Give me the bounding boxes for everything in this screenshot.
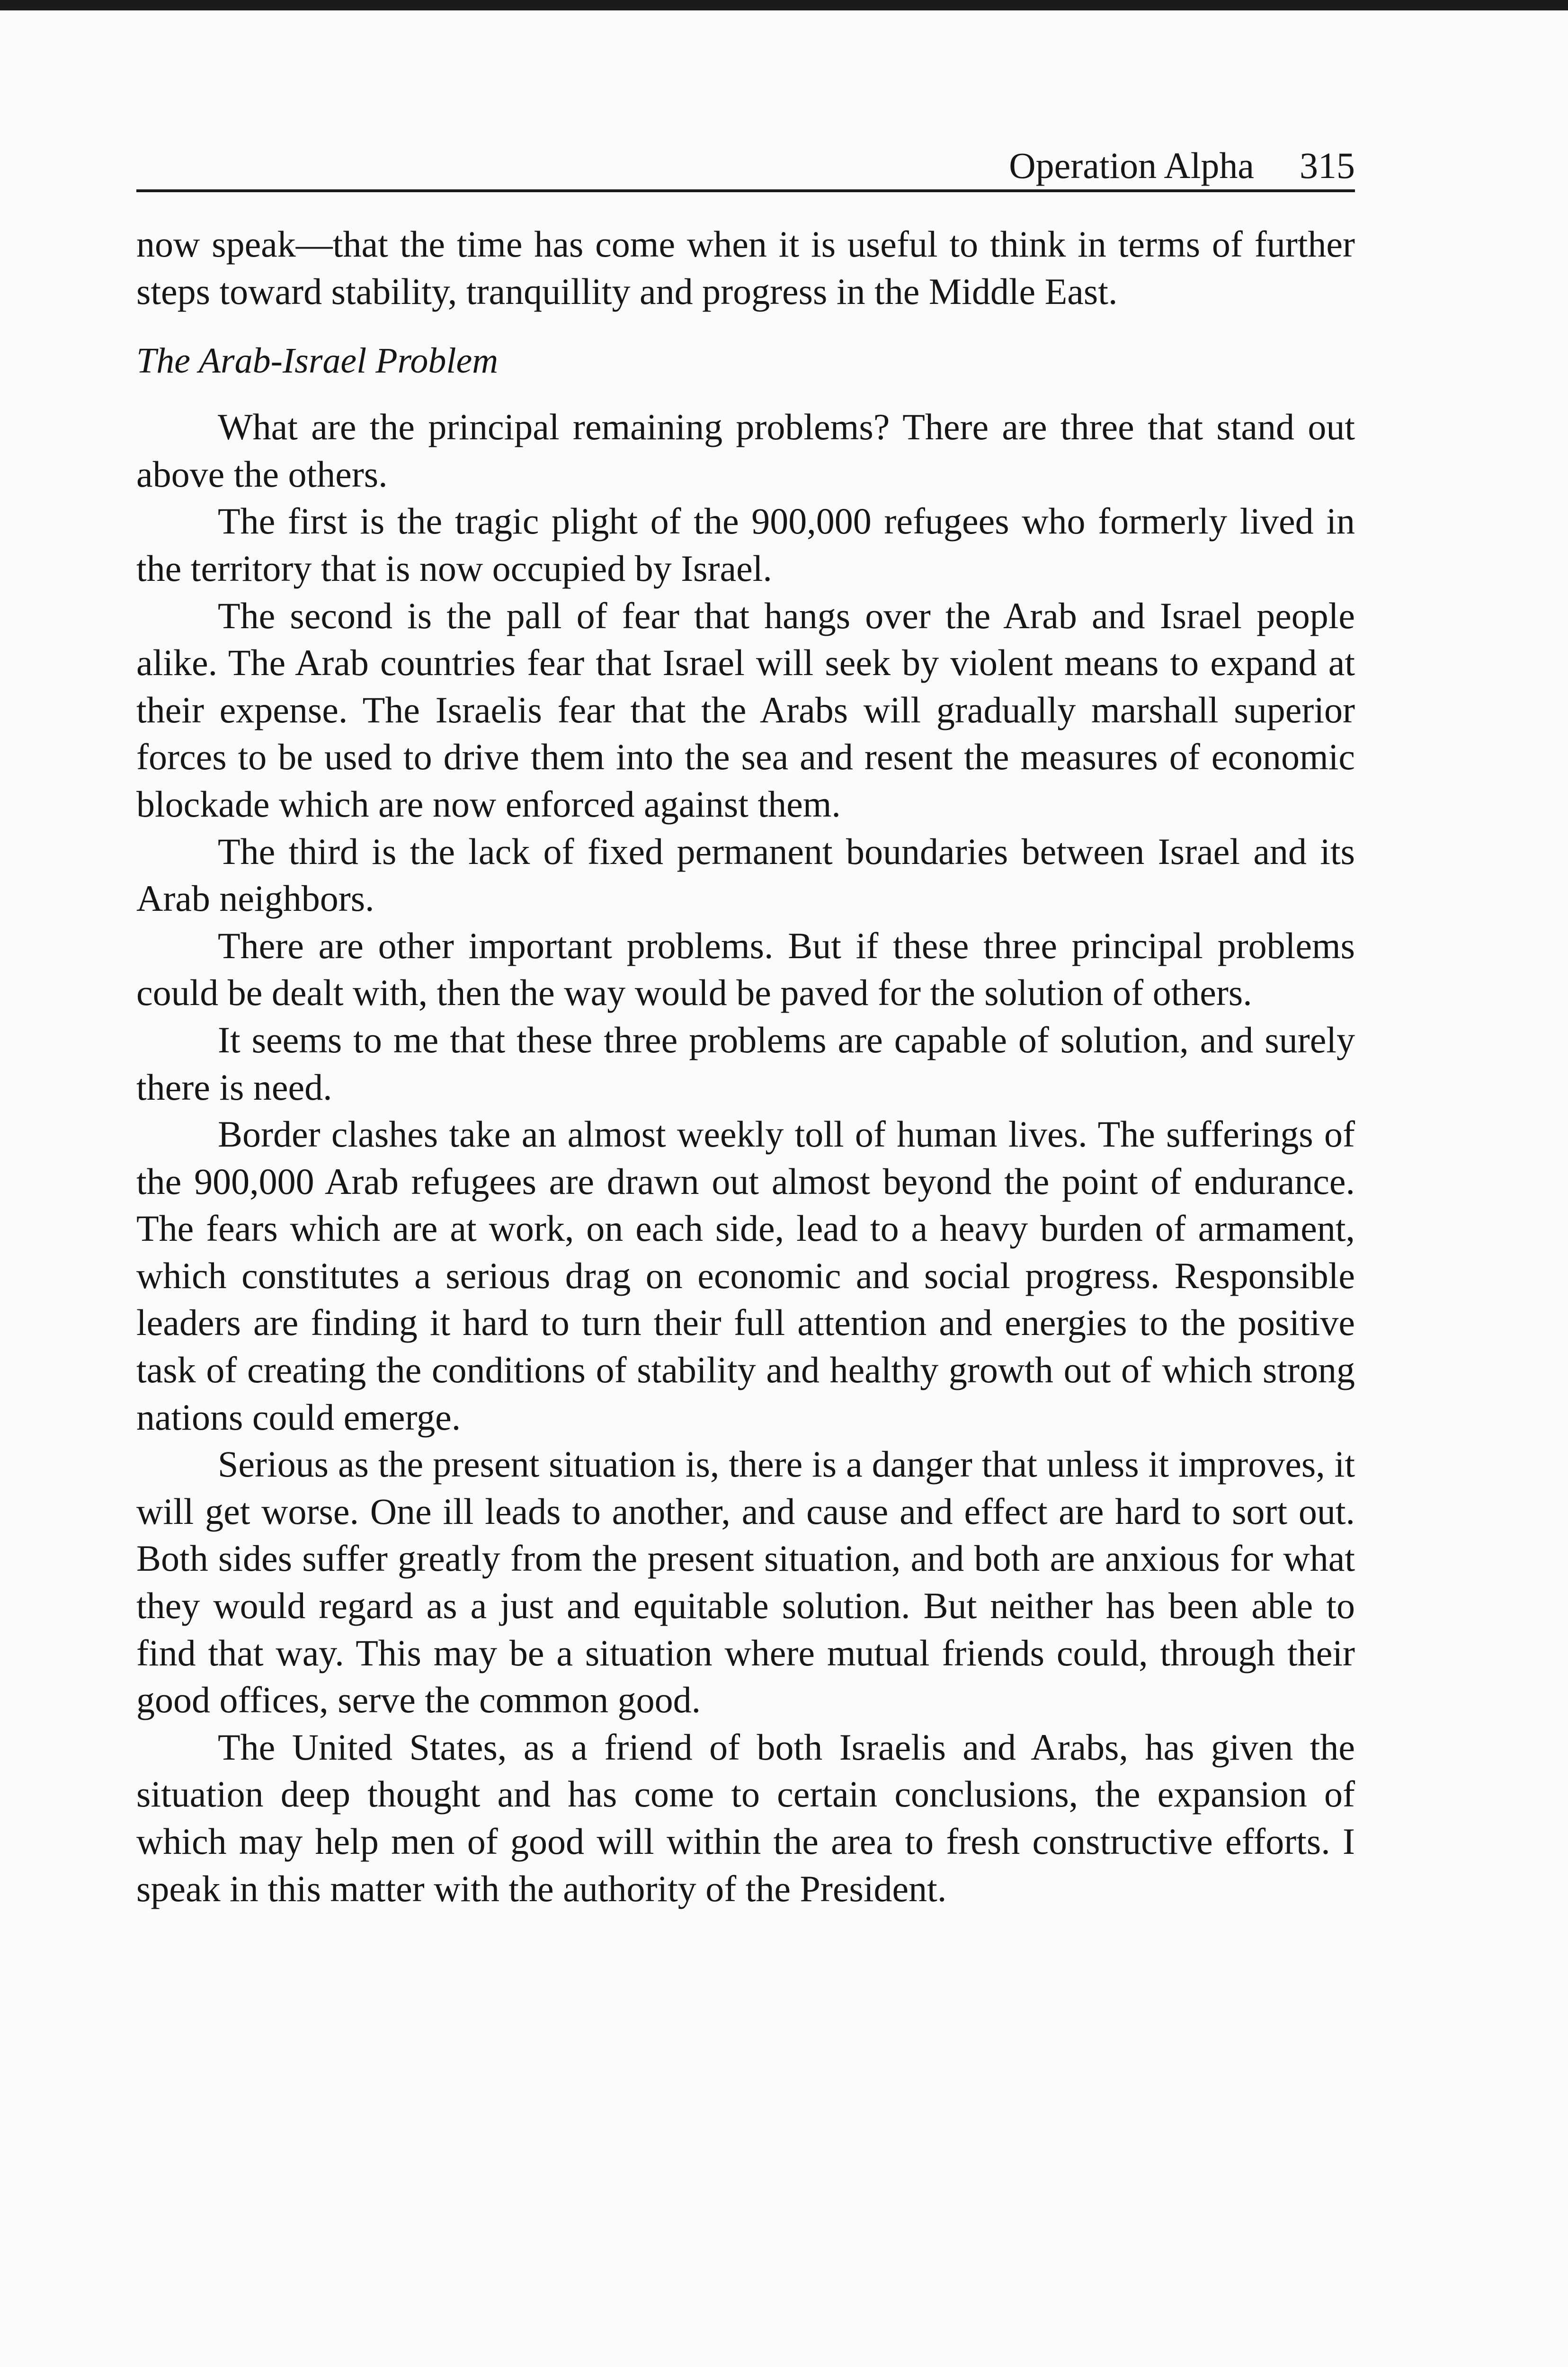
paragraph: The first is the tragic plight of the 900,000 refugees who formerly lived in the territory that is now occupied by Israel. [136, 500, 1355, 589]
paragraph: Serious as the present situation is, there is a danger that unless it improves, it will get worse. One ill leads to another, and cause and effect are hard to sort out. Both sides suffer greatly from the present situation, and both are anxious for what they would regard as a just and equitable solution. But neither has been able to find that way. This may be a situation where mutual friends could, through their good offices, serve the common good. [136, 1443, 1355, 1721]
page-body [136, 221, 1355, 1912]
paragraph: The second is the pall of fear that hangs over the Arab and Israel people alike. The Arab countries fear that Israel will seek by violent means to expand at their expense. The Israelis fear that the Arabs will gradually marshall superior forces to be used to drive them into the sea and resent the measures of economic blockade which are now enforced against them. [136, 595, 1355, 825]
paragraph-continued: now speak—that the time has come when it is useful to think in terms of further steps toward stability, tranquillity and progress in the Middle East. [136, 223, 1355, 312]
page-number: 315 [1300, 145, 1355, 186]
paragraph: Border clashes take an almost weekly toll of human lives. The sufferings of the 900,000 Arab refugees are drawn out almost beyond the point of endurance. The fears which are at work, on each side, lead to a heavy burden of armament, which constitutes a serious drag on economic and social progress. Responsible leaders are finding it hard to turn their full attention and energies to the positive task of creating the conditions of stability and healthy growth out of which strong nations could emerge. [136, 1113, 1355, 1438]
paragraph: There are other important problems. But if these three principal problems could be dealt with, then the way would be paved for the solution of others. [136, 925, 1355, 1014]
paragraph: It seems to me that these three problems are capable of solution, and surely there is need. [136, 1019, 1355, 1108]
section-heading: The Arab-Israel Problem [136, 341, 499, 381]
paragraph: What are the principal remaining problems? There are three that stand out above the others. [136, 406, 1355, 495]
book-page [136, 142, 1355, 1912]
paragraph: The United States, as a friend of both Israelis and Arabs, has given the situation deep thought and has come to certain conclusions, the expansion of which may help men of good will within the area to fresh constructive efforts. I speak in this matter with the authority of the President. [136, 1726, 1355, 1909]
running-head-title: Operation Alpha [1009, 145, 1254, 186]
paragraph: The third is the lack of fixed permanent boundaries between Israel and its Arab neighbors. [136, 830, 1355, 919]
running-head [136, 142, 1355, 192]
scan-top-edge [0, 0, 1568, 10]
